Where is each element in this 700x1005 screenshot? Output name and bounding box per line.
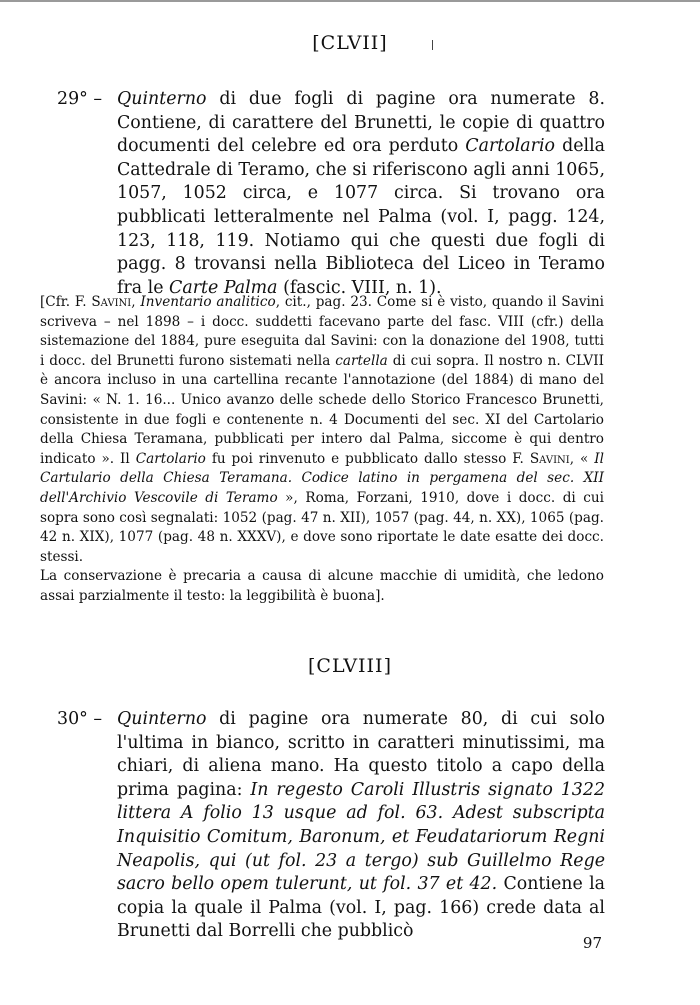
entry-text-part: di pagine ora numerate 80, di cui solo l'ultima in bianco, scritto in caratteri minutissimi, ma chiari, di aliena mano. Ha questo titolo a capo della prima pagina:: [117, 709, 605, 800]
entry-text-part: (fascic. VIII, n. 1).: [277, 277, 442, 298]
entry-text-part: Contiene la copia la quale il Palma (vol. I, pag. 166) crede data al Brunetti dal Borrelli che pubblicò: [117, 874, 605, 942]
note-text-part: », Roma, Forzani, 1910, dove i docc. di cui sopra sono così segnalati: 1052 (pag. 47 n. XII), 1057 (pag. 44, n. XX), 1065 (pag. 42 n. XIX), 1077 (pag. 48 n. XXXV), e dove sono riportate le date esatte dei docc. stessi.: [40, 489, 604, 565]
entry-number: 30° –: [57, 709, 103, 729]
note-text-part: di cui sopra. Il nostro n. CLVII è ancora incluso in una cartellina recante l'annotazione (del 1884) di mano del Savini: « N. 1. 16... Unico avanzo delle schede dello Storico Francesco Brunetti, consistente in due fogli e contenente n. 4 Documenti del sec. XI del Cartolario della Chiesa Teramana, pubblicati per intero dal Palma, siccome è qui dentro indicato ». Il: [40, 352, 604, 467]
note-paragraph: La conservazione è precaria a causa di alcune macchie di umidità, che ledono assai parzialmente il testo: la leggibilità è buona].: [40, 568, 604, 604]
note-text-part: , «: [569, 450, 595, 467]
section-heading-clviii: [CLVIII]: [308, 655, 392, 677]
author-name: Savini: [91, 294, 132, 310]
top-border-line: [0, 0, 700, 2]
note-italic: Cartolario: [135, 450, 206, 467]
entry-30: [57, 708, 605, 944]
note-text-part: fu poi rinvenuto e pubblicato dallo stesso F.: [205, 450, 530, 467]
entry-text-part: della Cattedrale di Teramo, che si riferiscono agli anni 1065, 1057, 1052 circa, e 1077 circa. Si trovano ora pubblicati letteralmente nel Palma (vol. I, pagg. 124, 123, 118, 119. Notiamo qui che questi due fogli di pagg. 8 trovansi nella Biblioteca del Liceo in Teramo fra le: [117, 136, 605, 298]
ink-mark: [432, 40, 433, 50]
note-italic: cartella: [335, 352, 388, 369]
note-text-part: [Cfr. F.: [40, 294, 92, 310]
entry-text: [117, 88, 605, 300]
entry-text: [117, 708, 605, 944]
entry-italic: In regesto Caroli Illustris signato 1322 littera A folio 13 usque ad fol. 63. Adest subscripta Inquisitio Comitum, Baronum, et Feudatariorum Regni Neapolis, qui (ut fol. 23 a tergo) sub Guillelmo Rege sacro bello opem tulerunt, ut fol. 37 et 42.: [117, 779, 606, 895]
note-italic: Inventario analitico: [140, 294, 276, 310]
entry-italic: Quinterno: [117, 709, 207, 729]
entry-number: 29° –: [57, 89, 103, 109]
entry-italic: Quinterno: [117, 89, 207, 109]
entry-italic: Carte Palma: [169, 277, 278, 298]
note-text-part: ,: [131, 294, 141, 310]
note-italic: Il Cartulario della Chiesa Teramana. Codice latino in pergamena del sec. XII dell'Archivio Vescovile di Teramo: [40, 450, 605, 506]
section-heading-clvii: [CLVII]: [312, 32, 388, 54]
author-name: Savini: [529, 450, 570, 467]
entry-text-part: di due fogli di pagine ora numerate 8. Contiene, di carattere del Brunetti, le copie di quattro documenti del celebre ed ora perduto: [117, 89, 605, 157]
entry-29: [57, 88, 605, 300]
entry-italic: Cartolario: [465, 136, 555, 157]
page-number: 97: [582, 934, 602, 952]
editorial-note: [40, 293, 604, 607]
note-text-part: , cit., pag. 23. Come si è visto, quando il Savini scriveva – nel 1898 – i docc. suddetti facevano parte del fasc. VIII (cfr.) della sistemazione del 1884, pure eseguita dal Savini: con la donazione del 1908, tutti i docc. del Brunetti furono sistemati nella: [40, 294, 604, 369]
note-paragraph: [40, 293, 604, 567]
